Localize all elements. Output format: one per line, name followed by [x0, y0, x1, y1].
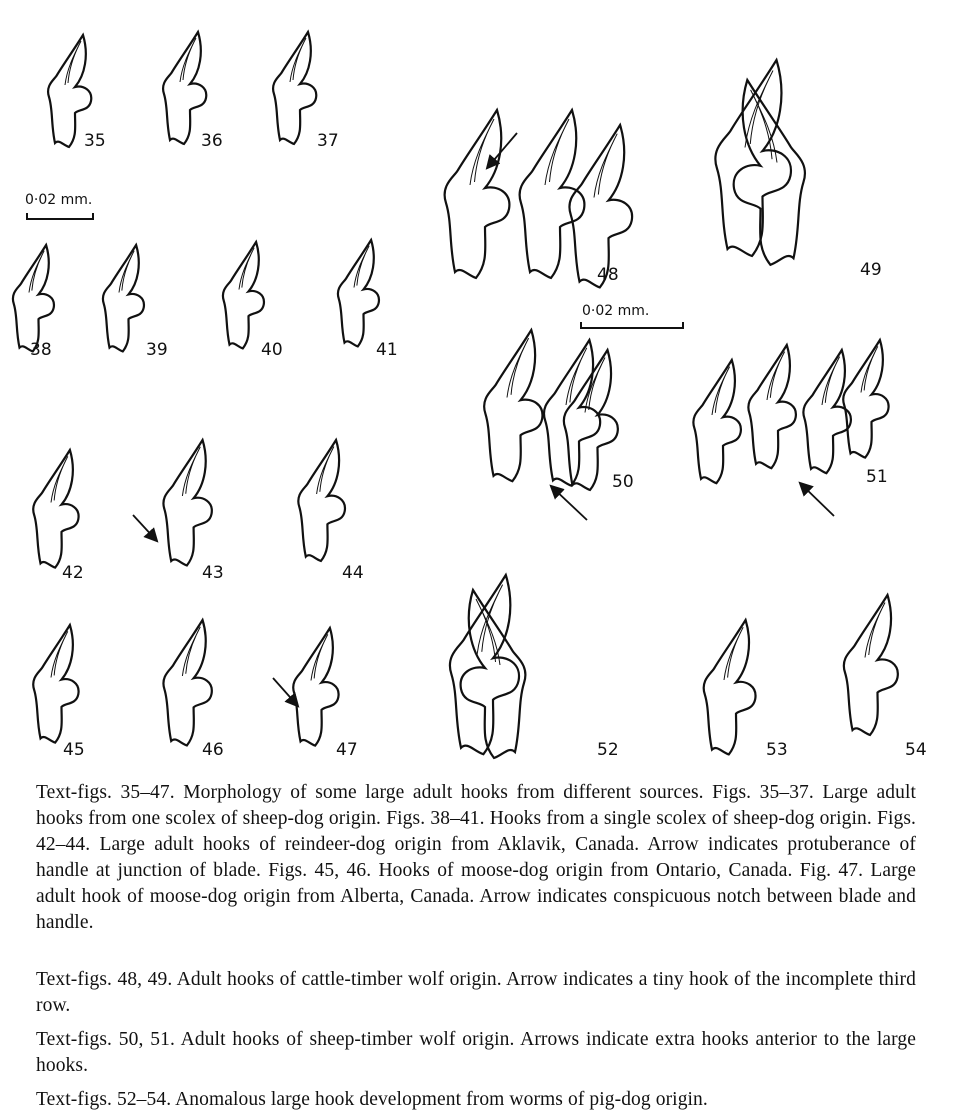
caption-figs-52-54: Text-figs. 52–54. Anomalous large hook development from worms of pig-dog origin. [36, 1089, 708, 1110]
fig-label: 53 [766, 740, 788, 760]
fig-label: 47 [336, 740, 358, 760]
hook-drawing [843, 340, 888, 458]
fig-label: 48 [597, 265, 619, 285]
hook-drawing [544, 340, 600, 486]
hook-drawing [223, 242, 264, 348]
hook-drawing [273, 32, 316, 144]
scale-bar-label-left: 0·02 mm. [25, 192, 93, 208]
hook-drawing [844, 595, 898, 735]
fig-label: 40 [261, 340, 283, 360]
scale-bar-left [26, 213, 94, 220]
hook-drawing [445, 110, 510, 278]
fig-label: 54 [905, 740, 927, 760]
fig-label: 44 [342, 563, 364, 583]
hook-drawing [163, 32, 206, 144]
hook-drawing [293, 628, 338, 746]
hook-drawing [338, 240, 379, 346]
fig-label: 45 [63, 740, 85, 760]
arrow-icon [801, 484, 834, 516]
caption-figs-48-49: Text-figs. 48, 49. Adult hooks of cattle-timber wolf origin. Arrow indicates a tiny hook of the incomplete third row. [36, 969, 916, 1016]
hook-drawing [163, 440, 211, 565]
hook-drawing [33, 450, 78, 568]
hook-drawing [693, 360, 741, 483]
hook-drawing [803, 350, 851, 473]
fig-label: 51 [866, 467, 888, 487]
fig-label: 36 [201, 131, 223, 151]
hook-drawing [298, 440, 345, 561]
scale-bar-right [580, 322, 684, 329]
hook-drawing [748, 345, 796, 468]
caption-figs-50-51: Text-figs. 50, 51. Adult hooks of sheep-timber wolf origin. Arrows indicate extra hooks anterior to the large hooks. [36, 1029, 916, 1076]
fig-label: 38 [30, 340, 52, 360]
fig-label: 46 [202, 740, 224, 760]
fig-label: 49 [860, 260, 882, 280]
fig-label: 42 [62, 563, 84, 583]
fig-label: 37 [317, 131, 339, 151]
hook-drawing [564, 350, 618, 490]
hook-drawing [33, 625, 78, 743]
hook-drawing [103, 245, 144, 351]
fig-label: 50 [612, 472, 634, 492]
caption-figs-35-47: Text-figs. 35–47. Morphology of some large adult hooks from different sources. Figs. 35–37. Large adult hooks from one scolex of sheep-dog origin. Figs. 38–41. Hooks from a single scolex of sheep-dog origin. Figs. 42–44. Large adult hooks of reindeer-dog origin from Aklavik, Canada. Arrow indicates protuberance of handle at junction of blade. Figs. 45, 46. Hooks of moose-dog origin from Ontario, Canada. Fig. 47. Large adult hook of moose-dog origin from Alberta, Canada. Arrow indicates conspicuous notch between blade and handle. [36, 782, 916, 933]
scale-bar-label-right: 0·02 mm. [582, 303, 650, 319]
fig-label: 35 [84, 131, 106, 151]
hook-drawing [569, 125, 632, 287]
arrow-icon [133, 515, 156, 540]
fig-label: 43 [202, 563, 224, 583]
fig-label: 41 [376, 340, 398, 360]
arrow-icon [488, 133, 517, 167]
hook-drawing [484, 330, 542, 481]
fig-label: 39 [146, 340, 168, 360]
hook-drawing [163, 620, 211, 745]
hook-drawing [13, 245, 54, 351]
fig-label: 52 [597, 740, 619, 760]
hook-drawing [704, 620, 756, 754]
arrow-icon [552, 487, 587, 520]
